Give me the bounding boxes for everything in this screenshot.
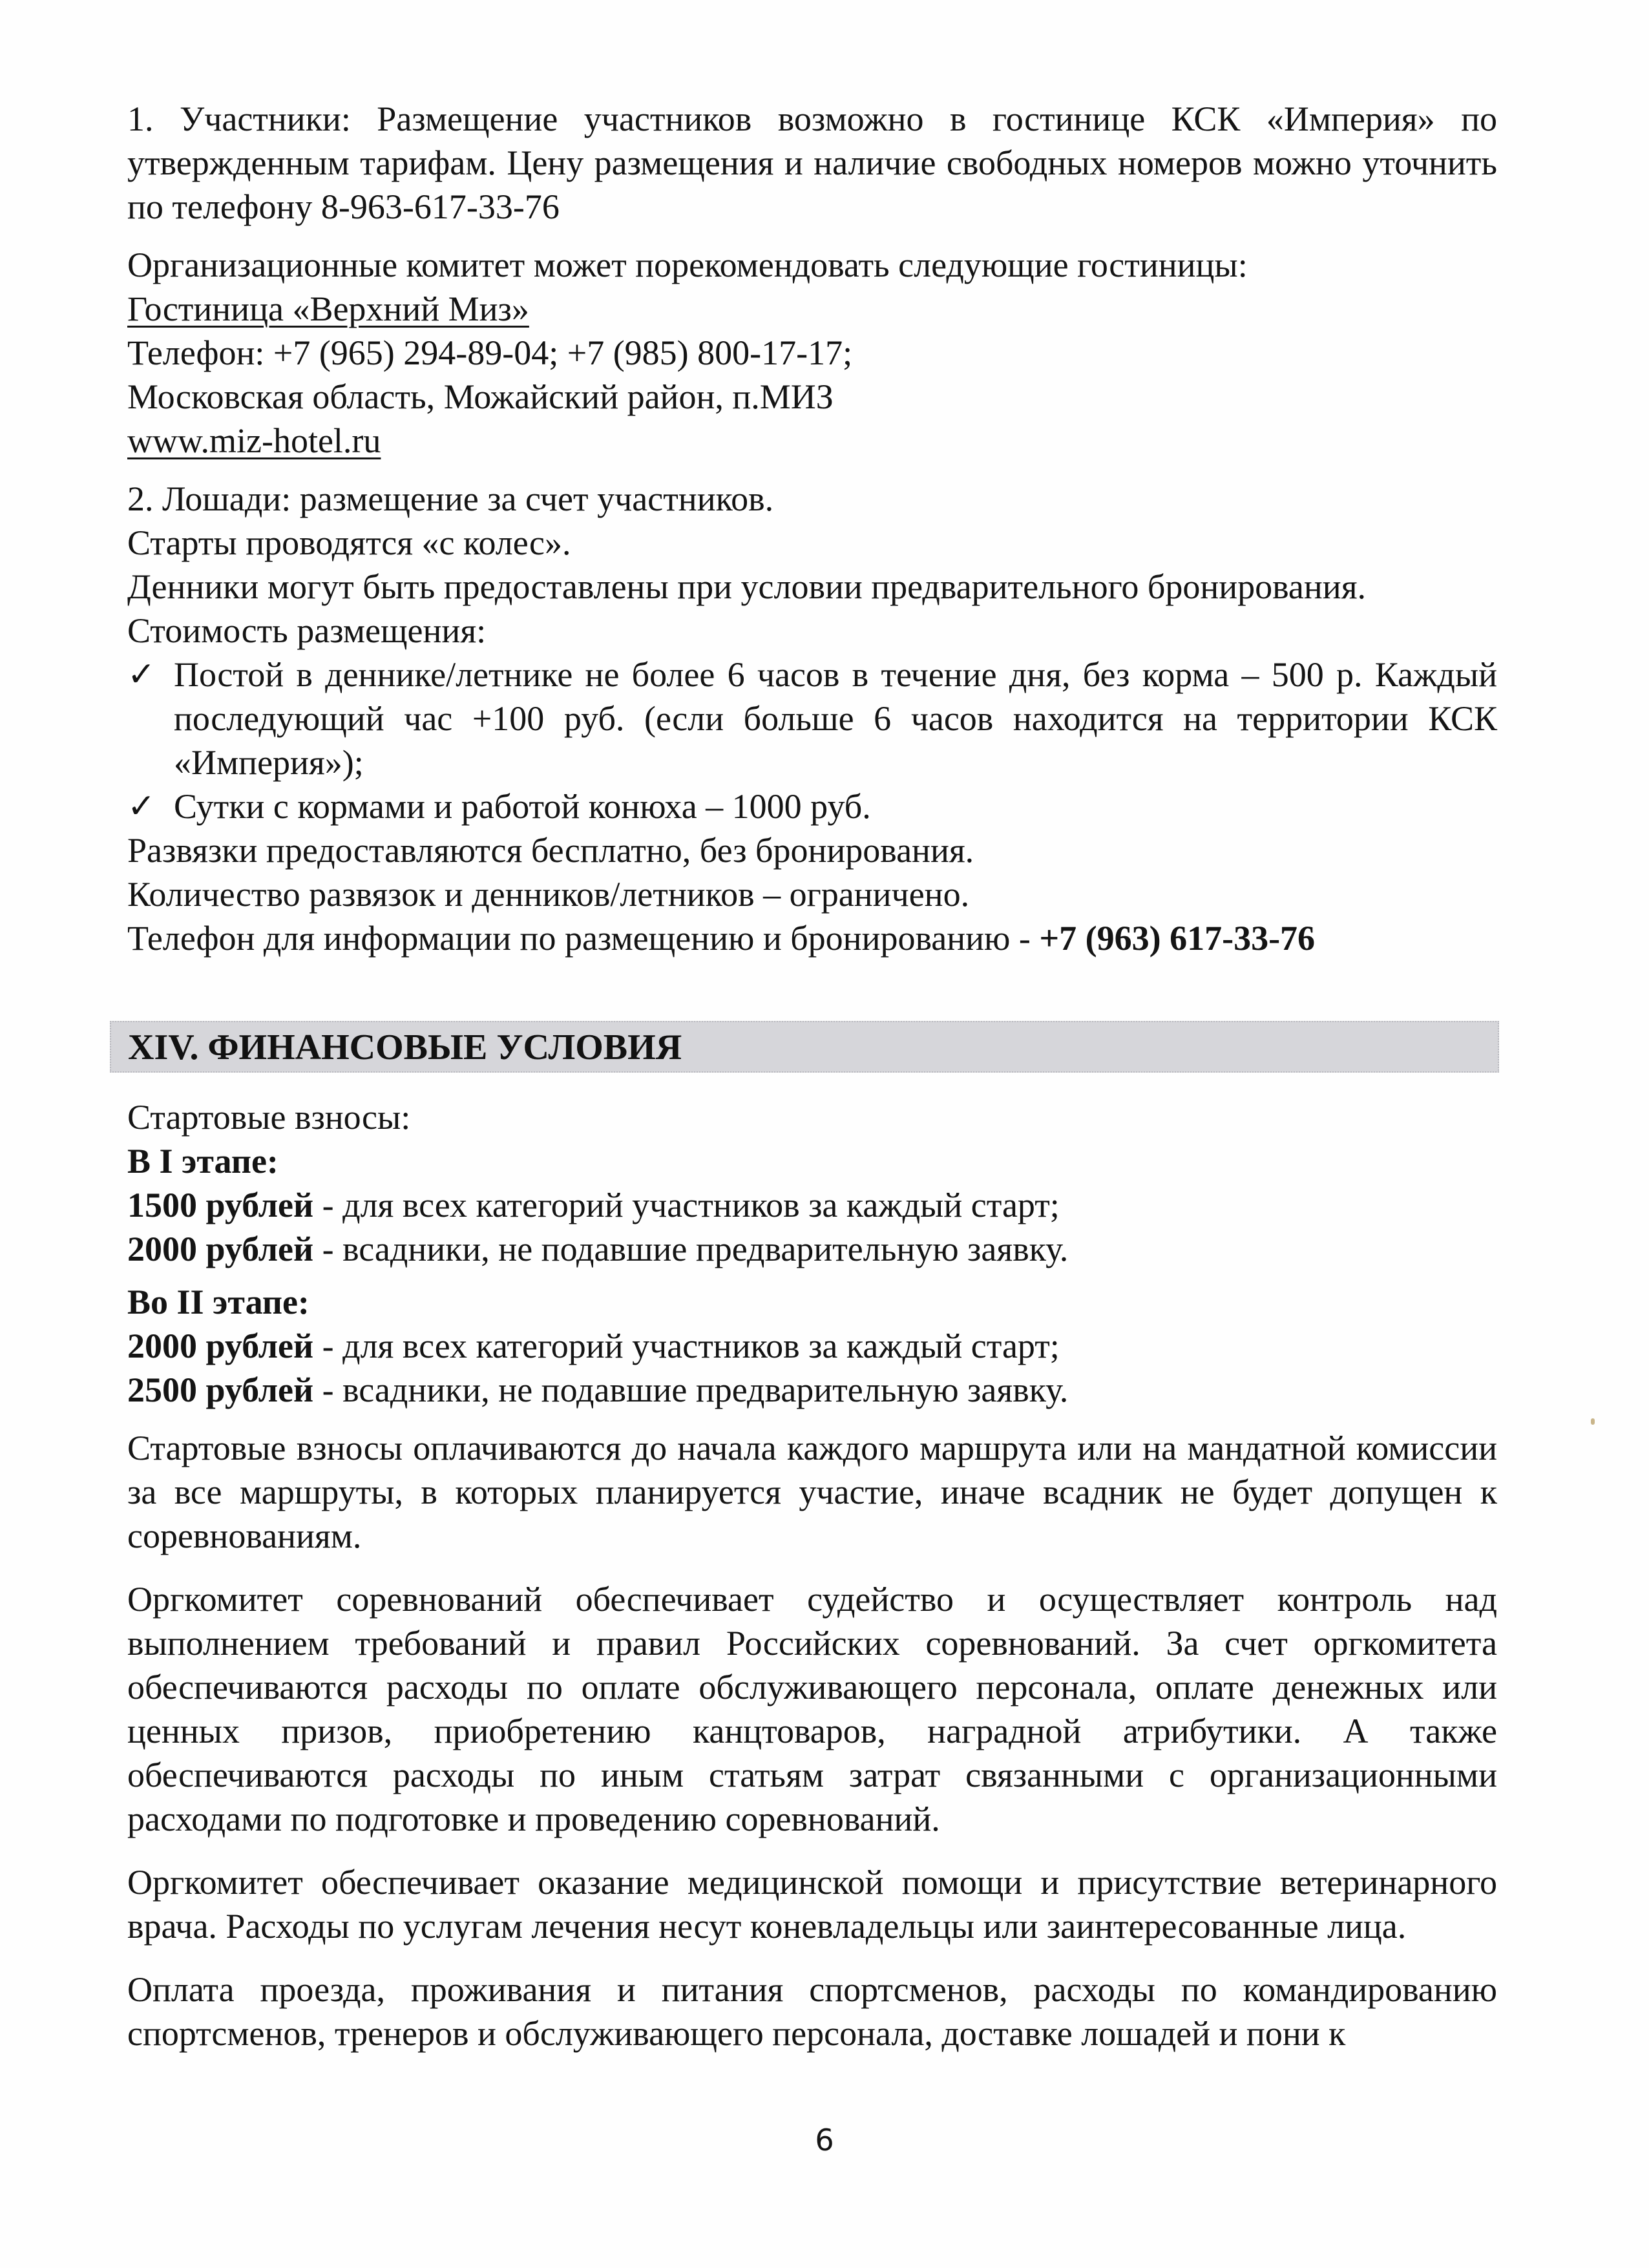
scan-speck (1591, 1418, 1595, 1425)
cost-item-text: Постой в деннике/летнике не более 6 часов в течение дня, без корма – 500 р. Каждый последующий час +100 руб. (если больше 6 часов находится на территории КСК «Империя»); (174, 655, 1497, 782)
fee-line (127, 1183, 1497, 1227)
hotel-phone: Телефон: +7 (965) 294-89-04; +7 (985) 800-17-17; (127, 333, 853, 372)
section-title: XIV. ФИНАНСОВЫЕ УСЛОВИЯ (128, 1027, 682, 1067)
fee-description: - для всех категорий участников за каждый старт; (313, 1186, 1060, 1224)
booking-phone-line (127, 916, 1497, 960)
page-number: 6 (815, 2123, 834, 2158)
fee-line (127, 1227, 1497, 1271)
hotel-name: Гостиница «Верхний Миз» (127, 289, 529, 328)
recommend-intro: Организационные комитет может порекомендовать следующие гостиницы: (127, 246, 1248, 284)
limit-note: Количество развязок и денников/летников – ограничено. (127, 875, 970, 914)
accommodation-section (127, 97, 1497, 960)
fee-line (127, 1368, 1497, 1412)
hotel-address: Московская область, Можайский район, п.МИЗ (127, 377, 834, 416)
cost-item (127, 784, 1497, 828)
fee-amount: 1500 рублей (127, 1186, 314, 1224)
participants-paragraph: 1. Участники: Размещение участников возможно в гостинице КСК «Империя» по утвержденным тарифам. Цену размещения и наличие свободных номеров можно уточнить по телефону 8-963-617-33-76 (127, 100, 1497, 226)
travel-expenses-paragraph: Оплата проезда, проживания и питания спортсменов, расходы по командированию спортсменов, тренеров и обслуживающего персонала, доставке лошадей и пони к (127, 1970, 1497, 2053)
horses-heading: 2. Лошади: размещение за счет участников. (127, 479, 774, 518)
fee-amount: 2000 рублей (127, 1230, 314, 1268)
cost-item-text: Сутки с кормами и работой конюха – 1000 руб. (174, 787, 871, 826)
starts-note: Старты проводятся «с колес». (127, 523, 571, 562)
orgcommittee-paragraph: Оргкомитет соревнований обеспечивает судейство и осуществляет контроль над выполнением требований и правил Российских соревнований. За счет оргкомитета обеспечиваются расходы по оплате обслуживающего персонала, оплате денежных или ценных призов, приобретению канцтоваров, наградной атрибутики. А также обеспечиваются расходы по иным статьям затрат связанными с организационными расходами по подготовке и проведению соревнований. (127, 1580, 1497, 1838)
check-icon: ✓ (127, 655, 156, 694)
stage-title: Во II этапе: (127, 1283, 310, 1321)
fee-amount: 2500 рублей (127, 1370, 314, 1409)
stalls-note: Денники могут быть предоставлены при условии предварительного бронирования. (127, 567, 1367, 606)
fee-description: - всадники, не подавшие предварительную заявку. (313, 1230, 1069, 1268)
fees-payment-paragraph: Стартовые взносы оплачиваются до начала каждого маршрута или на мандатной комиссии за все маршруты, в которых планируется участие, иначе всадник не будет допущен к соревнованиям. (127, 1429, 1497, 1555)
cost-label: Стоимость размещения: (127, 611, 487, 650)
finance-section (127, 1095, 1497, 2055)
hotel-website-link[interactable]: www.miz-hotel.ru (127, 421, 381, 460)
fee-description: - для всех категорий участников за каждый старт; (313, 1327, 1060, 1365)
stage-title: В I этапе: (127, 1142, 278, 1181)
fee-description: - всадники, не подавшие предварительную заявку. (313, 1370, 1069, 1409)
fee-line (127, 1324, 1497, 1368)
fee-amount: 2000 рублей (127, 1327, 314, 1365)
medical-paragraph: Оргкомитет обеспечивает оказание медицинской помощи и присутствие ветеринарного врача. Расходы по услугам лечения несут коневладельцы или заинтересованные лица. (127, 1863, 1497, 1946)
tie-note: Развязки предоставляются бесплатно, без бронирования. (127, 831, 974, 870)
check-icon: ✓ (127, 787, 156, 826)
section-header-band (110, 1021, 1499, 1073)
booking-phone: +7 (963) 617-33-76 (1039, 919, 1316, 958)
cost-item (127, 653, 1497, 784)
booking-phone-label: Телефон для информации по размещению и бронированию - (127, 919, 1040, 958)
fees-label: Стартовые взносы: (127, 1098, 411, 1137)
